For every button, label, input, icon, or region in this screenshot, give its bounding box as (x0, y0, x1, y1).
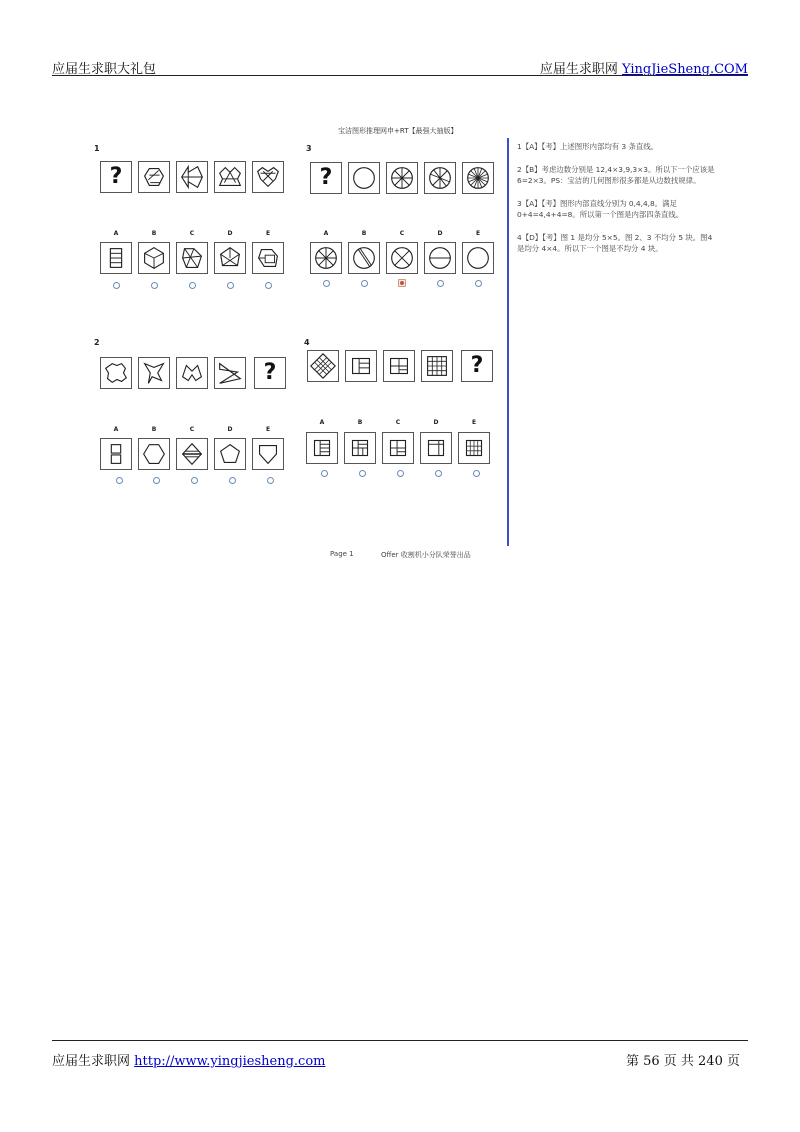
question-1-option-c-letter: C (189, 230, 195, 237)
question-2-missing: ? (254, 357, 286, 389)
header-title: 应届生求职大礼包 (52, 62, 157, 77)
question-3-option-e (462, 242, 494, 274)
question-4-option-b-radio[interactable] (359, 470, 366, 477)
question-3-option-a-letter: A (323, 230, 329, 237)
question-4-figure-4 (421, 350, 453, 382)
question-1-option-d-radio[interactable] (227, 282, 234, 289)
answer-1: 1【A】【考】上述图形内部均有 3 条直线。 (517, 142, 659, 151)
answer-2: 2【B】考虑边数分别是 12,4×3,9,3×3。所以下一个应该是 6=2×3。PS：宝洁的几何图形很多都是从边数找规律。 (517, 165, 715, 185)
question-1-option-a (100, 242, 132, 274)
question-2-option-b-radio[interactable] (153, 477, 160, 484)
question-3-option-b-letter: B (361, 230, 367, 237)
question-2-option-a (100, 438, 132, 470)
question-4-option-e-radio[interactable] (473, 470, 480, 477)
question-2-figure-3 (176, 357, 208, 389)
question-4-option-c-radio[interactable] (397, 470, 404, 477)
question-2-option-e (252, 438, 284, 470)
question-1-option-c (176, 242, 208, 274)
question-1-option-a-radio[interactable] (113, 282, 120, 289)
question-1-option-b-radio[interactable] (151, 282, 158, 289)
question-2-option-d (214, 438, 246, 470)
question-4-option-a-radio[interactable] (321, 470, 328, 477)
question-2-figure-1 (100, 357, 132, 389)
question-2-option-d-letter: D (227, 426, 233, 433)
question-3-option-c-radio[interactable] (398, 279, 406, 287)
question-3-option-a (310, 242, 342, 274)
question-3-missing: ? (310, 162, 342, 194)
question-3-option-e-letter: E (475, 230, 481, 237)
question-2-option-c (176, 438, 208, 470)
question-3-option-b (348, 242, 380, 274)
question-1-option-d (214, 242, 246, 274)
question-1-figure-4 (252, 161, 284, 193)
question-2-figure-4 (214, 357, 246, 389)
answer-divider (507, 138, 509, 546)
question-3-option-c-letter: C (399, 230, 405, 237)
question-4-option-e (458, 432, 490, 464)
footer-site (52, 1050, 325, 1069)
question-4-option-c-letter: C (395, 419, 401, 426)
scan-credit: Offer 收割机小分队荣誉出品 (381, 551, 471, 559)
question-3-figure-1 (348, 162, 380, 194)
question-1-option-c-radio[interactable] (189, 282, 196, 289)
answer-3: 3【A】【考】图形内部直线分别为 0,4,4,8。满足 0+4=4,4+4=8。所以第一个图是内部四条直线。 (517, 199, 684, 219)
question-3-figure-2 (386, 162, 418, 194)
question-4-option-d-letter: D (433, 419, 439, 426)
question-4-number: 4 (304, 338, 310, 347)
question-4-figure-2 (345, 350, 377, 382)
question-1-option-a-letter: A (113, 230, 119, 237)
page-number: 第 56 页 共 240 页 (625, 1054, 740, 1069)
question-1-number: 1 (94, 144, 100, 153)
question-1-option-d-letter: D (227, 230, 233, 237)
header-site-link[interactable]: YingJieSheng.COM (622, 62, 748, 77)
question-4-option-b-letter: B (357, 419, 363, 426)
question-3-option-d-radio[interactable] (437, 280, 444, 287)
question-4-option-e-letter: E (471, 419, 477, 426)
doc-title: 宝洁图形推理网申+RT【最强大抽版】 (338, 127, 458, 135)
question-2-option-c-letter: C (189, 426, 195, 433)
question-1-figure-2 (176, 161, 208, 193)
question-4-option-c (382, 432, 414, 464)
question-4-option-b (344, 432, 376, 464)
footer-site-label: 应届生求职网 (52, 1054, 135, 1069)
header-site-label: 应届生求职网 (539, 62, 623, 77)
page-header (52, 56, 748, 76)
answer-4: 4【D】【考】图 1 是均分 5×5。图 2、3 不均分 5 块。图4 是均分 4×4。所以下一个图是不均分 4 块。 (517, 233, 713, 253)
question-1-missing: ? (100, 161, 132, 193)
question-4-option-d-radio[interactable] (435, 470, 442, 477)
header-rule (52, 75, 748, 76)
scan-page-label: Page 1 (330, 550, 354, 558)
question-2-option-e-radio[interactable] (267, 477, 274, 484)
question-4-missing: ? (461, 350, 493, 382)
question-3-option-e-radio[interactable] (475, 280, 482, 287)
question-4-figure-3 (383, 350, 415, 382)
question-4-option-a-letter: A (319, 419, 325, 426)
question-1-option-b-letter: B (151, 230, 157, 237)
question-2-option-a-letter: A (113, 426, 119, 433)
answer-notes (517, 141, 717, 266)
question-1-option-e-letter: E (265, 230, 271, 237)
question-2-option-b (138, 438, 170, 470)
question-2-option-b-letter: B (151, 426, 157, 433)
question-3-option-b-radio[interactable] (361, 280, 368, 287)
question-3-figure-3 (424, 162, 456, 194)
question-1-figure-1 (138, 161, 170, 193)
question-4-figure-1 (307, 350, 339, 382)
question-2-option-c-radio[interactable] (191, 477, 198, 484)
question-1-option-b (138, 242, 170, 274)
question-3-option-c (386, 242, 418, 274)
footer-site-link[interactable]: http://www.yingjiesheng.com (134, 1054, 326, 1069)
question-1-option-e-radio[interactable] (265, 282, 272, 289)
question-2-figure-2 (138, 357, 170, 389)
question-3-option-d-letter: D (437, 230, 443, 237)
question-2-number: 2 (94, 338, 100, 347)
question-2-option-d-radio[interactable] (229, 477, 236, 484)
question-4-option-a (306, 432, 338, 464)
question-2-option-e-letter: E (265, 426, 271, 433)
question-4-option-d (420, 432, 452, 464)
question-3-option-a-radio[interactable] (323, 280, 330, 287)
question-2-option-a-radio[interactable] (116, 477, 123, 484)
question-1-option-e (252, 242, 284, 274)
question-3-number: 3 (306, 144, 312, 153)
footer-rule (52, 1040, 748, 1041)
question-3-option-d (424, 242, 456, 274)
question-1-figure-3 (214, 161, 246, 193)
question-3-figure-4 (462, 162, 494, 194)
